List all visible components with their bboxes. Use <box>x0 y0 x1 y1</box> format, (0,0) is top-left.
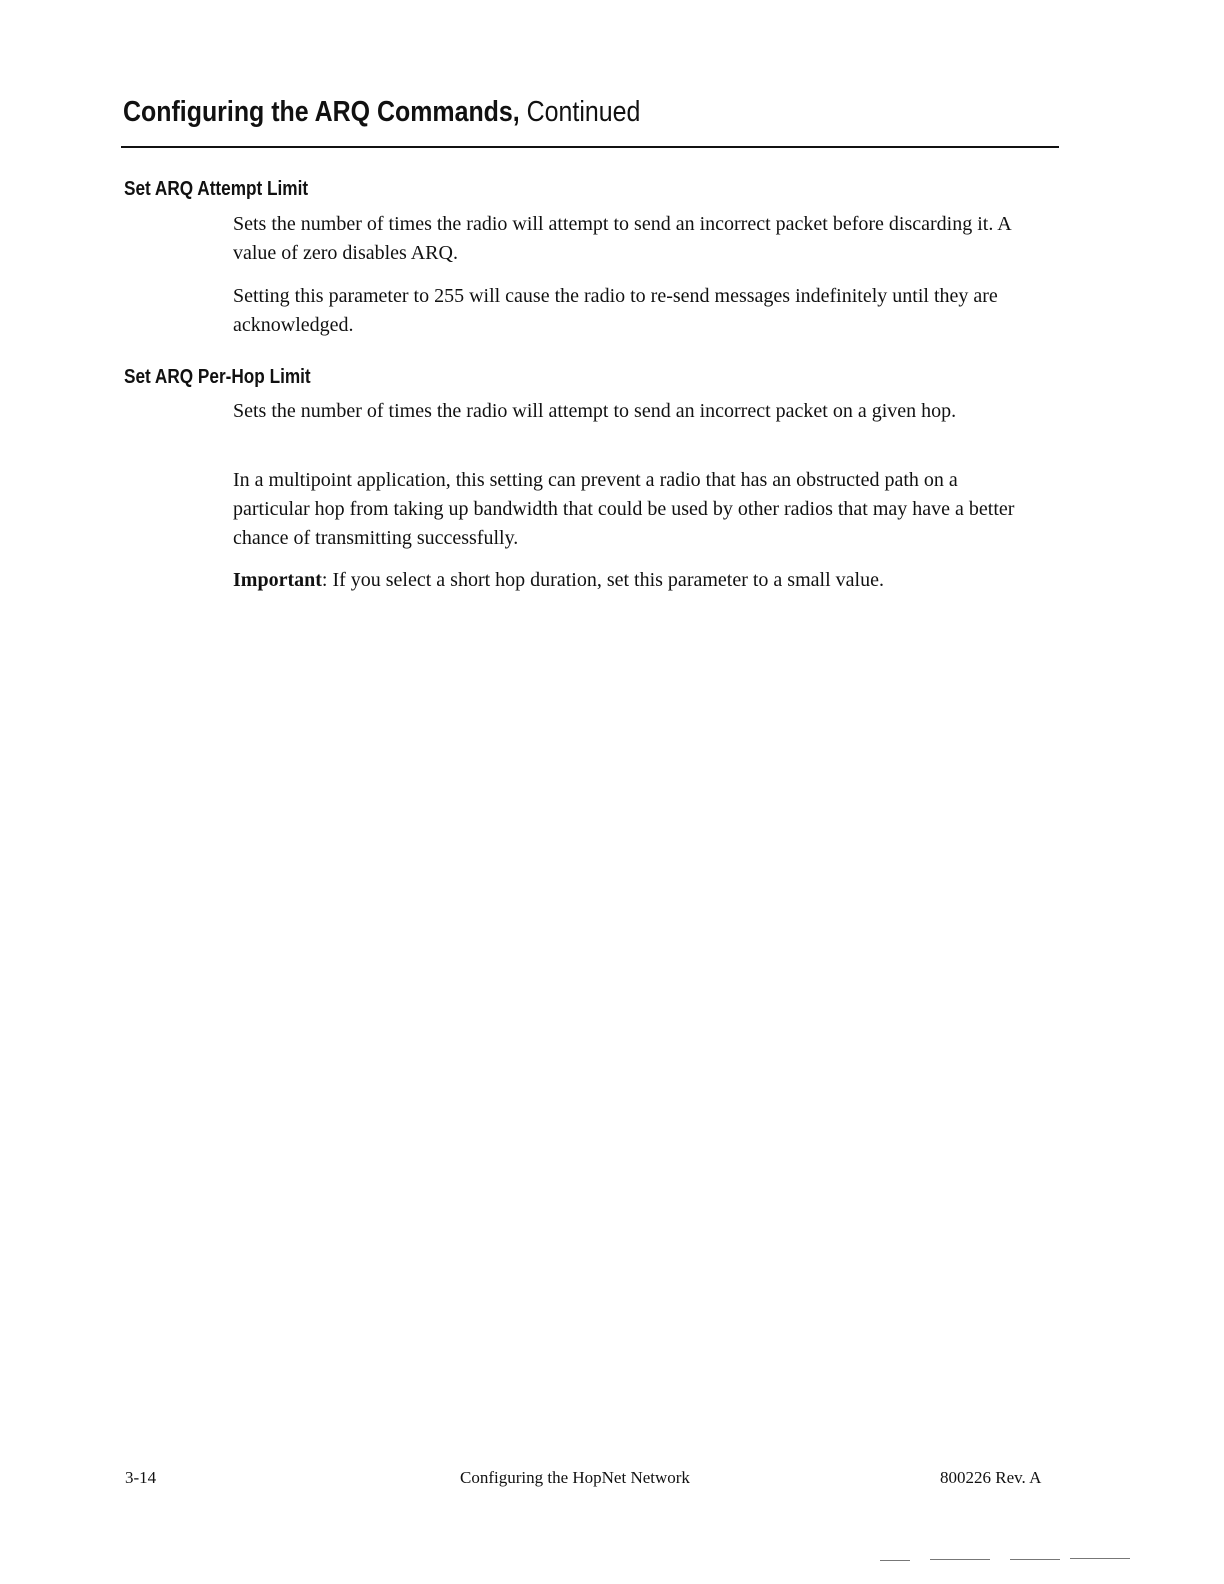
paragraph: Sets the number of times the radio will attempt to send an incorrect packet before discarding it. A value of zero disables ARQ. <box>233 213 1011 264</box>
paragraph: Sets the number of times the radio will attempt to send an incorrect packet on a given hop. <box>233 400 957 422</box>
footer-page-number: 3-14 <box>125 1468 157 1487</box>
footer-document-id: 800226 Rev. A <box>940 1468 1042 1487</box>
important-label: Important <box>233 569 322 591</box>
scan-artifact <box>930 1559 990 1560</box>
footer-chapter-title: Configuring the HopNet Network <box>460 1468 690 1487</box>
paragraph: Setting this parameter to 255 will cause the radio to re-send messages indefinitely until they are acknowledged. <box>233 285 998 336</box>
scan-artifact <box>880 1560 910 1561</box>
important-note <box>233 566 1033 595</box>
page-title-continued: Continued <box>526 96 641 128</box>
page-title <box>123 92 640 132</box>
section-heading: Set ARQ Attempt Limit <box>124 178 309 200</box>
page-title-main: Configuring the ARQ Commands, <box>123 96 520 128</box>
scan-artifact <box>1070 1558 1130 1559</box>
important-text: : If you select a short hop duration, set this parameter to a small value. <box>321 569 884 591</box>
scan-artifact <box>1010 1559 1060 1560</box>
title-divider <box>121 146 1059 148</box>
paragraph: In a multipoint application, this setting can prevent a radio that has an obstructed path on a particular hop from taking up bandwidth that could be used by other radios that may have a better chance of transmitting successfully. <box>233 469 1015 549</box>
section-heading: Set ARQ Per-Hop Limit <box>124 366 311 388</box>
